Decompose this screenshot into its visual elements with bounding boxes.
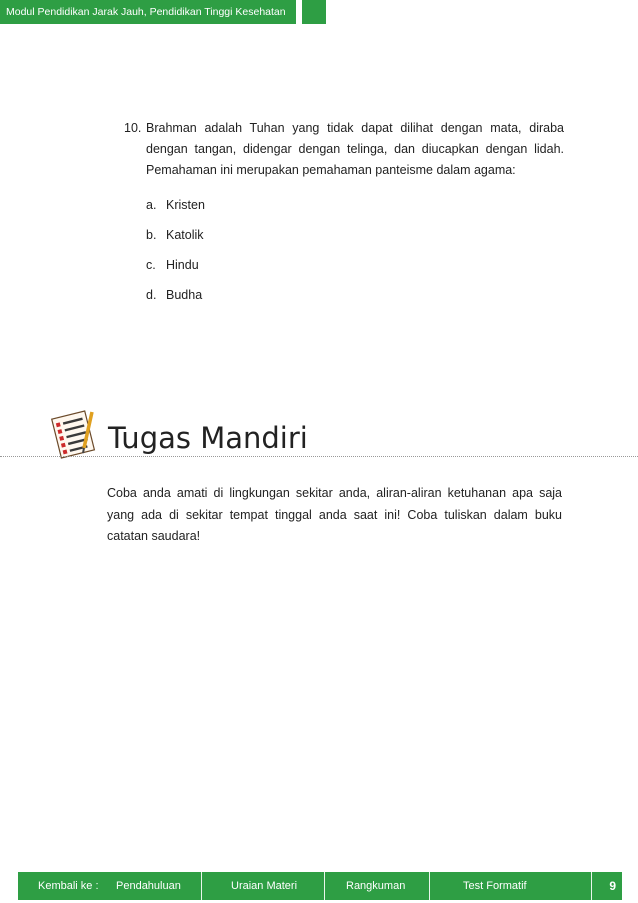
section-title: Tugas Mandiri [108, 421, 308, 455]
header-accent-square [302, 0, 326, 24]
option-letter: d. [146, 288, 157, 302]
footer-separator [324, 872, 325, 900]
option-c [146, 250, 564, 280]
question-text: Brahman adalah Tuhan yang tidak dapat dilihat dengan mata, diraba dengan tangan, didengar dengan telinga, dan diucapkan dengan lidah. Pemahaman ini merupakan pemahaman panteisme dalam agama: [146, 121, 564, 177]
answer-options [146, 190, 564, 310]
question-number: 10. [124, 121, 142, 135]
option-text: Kristen [166, 198, 205, 212]
option-text: Katolik [166, 228, 204, 242]
running-header-title: Modul Pendidikan Jarak Jauh, Pendidikan Tinggi Kesehatan [6, 6, 286, 18]
footer-link-rangkuman[interactable]: Rangkuman [346, 880, 406, 892]
option-letter: b. [146, 228, 157, 242]
footer-separator [591, 872, 592, 900]
question-stem [124, 118, 564, 181]
option-letter: a. [146, 198, 157, 212]
option-text: Budha [166, 288, 203, 302]
checklist-pencil-icon [48, 408, 102, 460]
footer-separator [429, 872, 430, 900]
running-header [0, 0, 296, 24]
footer-link-test-formatif[interactable]: Test Formatif [463, 880, 527, 892]
task-instructions: Coba anda amati di lingkungan sekitar anda, aliran-aliran ketuhanan apa saja yang ada di sekitar tempat tinggal anda saat ini! Coba tuliskan dalam buku catatan saudara! [107, 486, 562, 543]
footer-link-uraian-materi[interactable]: Uraian Materi [231, 880, 298, 892]
option-text: Hindu [166, 258, 199, 272]
footer-link-pendahuluan[interactable]: Pendahuluan [116, 880, 181, 892]
option-d [146, 280, 564, 310]
footer-separator [201, 872, 202, 900]
question-10 [124, 118, 564, 310]
section-divider [0, 456, 638, 457]
option-b [146, 220, 564, 250]
footer-back-label: Kembali ke : [38, 880, 99, 892]
page-number: 9 [609, 879, 616, 893]
option-letter: c. [146, 258, 156, 272]
option-a [146, 190, 564, 220]
footer-nav [18, 872, 622, 900]
